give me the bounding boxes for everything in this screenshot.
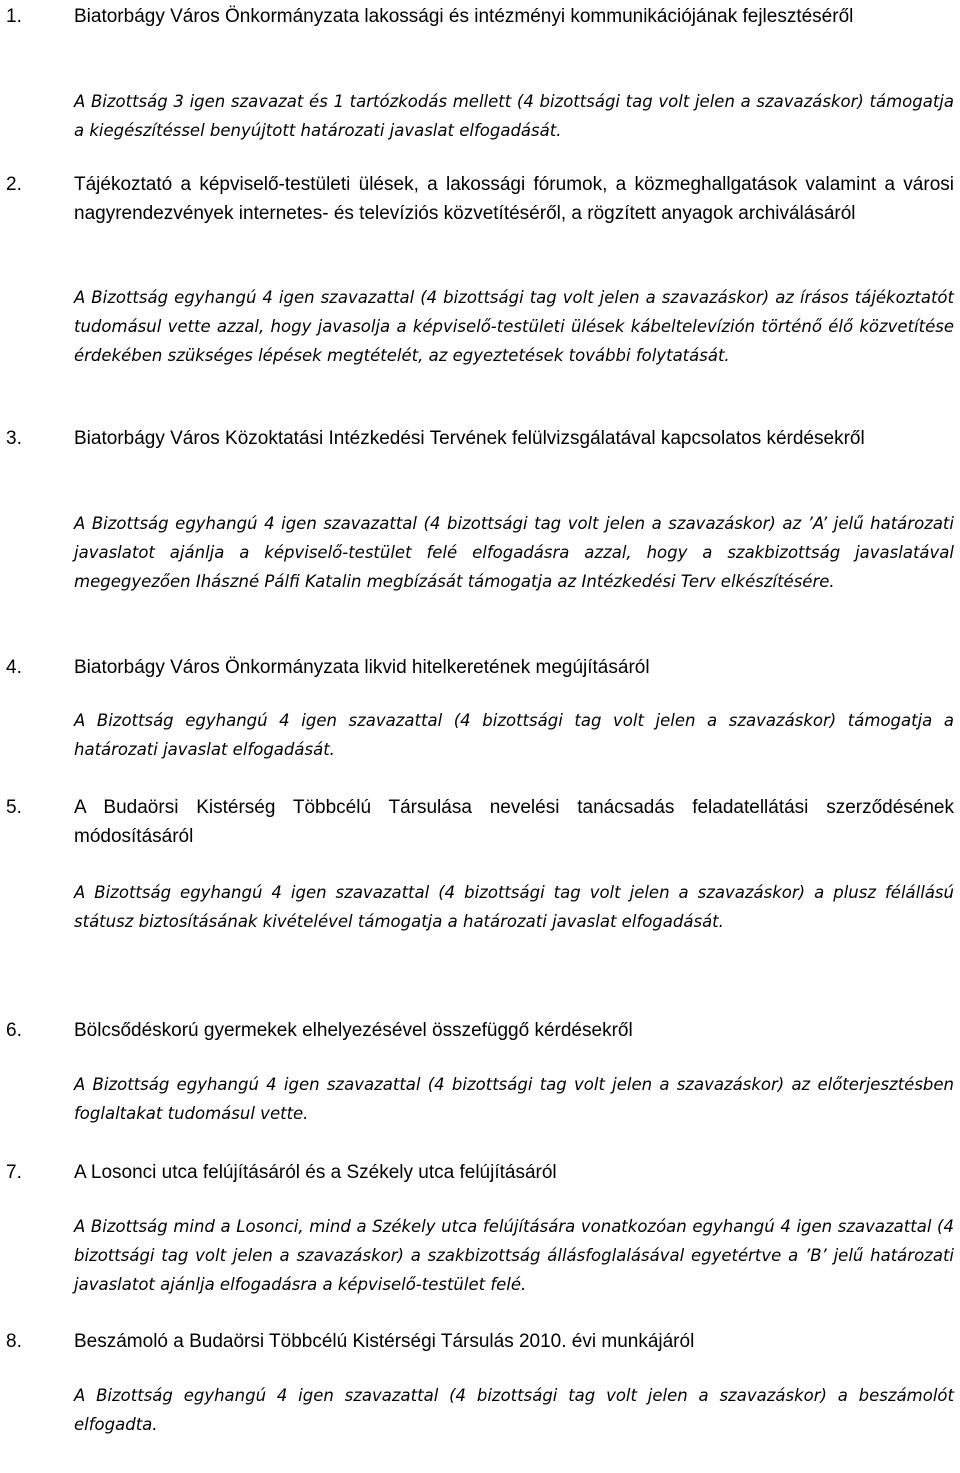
- item-decision: A Bizottság 3 igen szavazat és 1 tartózkodás mellett (4 bizottsági tag volt jelen a szavazáskor) támogatja a kiegészítéssel benyújtott határozati javaslat elfogadását.: [74, 92, 954, 140]
- agenda-item: [0, 653, 960, 759]
- item-title: Biatorbágy Város Önkormányzata lakossági és intézményi kommunikációjának fejlesztéséről: [74, 6, 854, 27]
- item-number: 4.: [6, 657, 22, 678]
- item-title: A Losonci utca felújításáról és a Székely utca felújításáról: [74, 1162, 557, 1183]
- item-decision: A Bizottság egyhangú 4 igen szavazattal (4 bizottsági tag volt jelen a szavazáskor) a beszámolót elfogadta.: [74, 1386, 954, 1434]
- item-number: 2.: [6, 174, 22, 195]
- item-decision: A Bizottság egyhangú 4 igen szavazattal (4 bizottsági tag volt jelen a szavazáskor) támogatja a határozati javaslat elfogadását.: [74, 711, 954, 759]
- item-title: Bölcsődéskorú gyermekek elhelyezésével összefüggő kérdésekről: [74, 1020, 633, 1041]
- agenda-item: [0, 170, 960, 365]
- item-number: 7.: [6, 1162, 22, 1183]
- item-number: 8.: [6, 1331, 22, 1352]
- item-number: 6.: [6, 1020, 22, 1041]
- item-decision: A Bizottság egyhangú 4 igen szavazattal (4 bizottsági tag volt jelen a szavazáskor) az ’A’ jelű határozati javaslatot ajánlja a képviselő-testület felé elfogadásra azzal, hogy a szakbizottság javaslatával megegyezően Ihászné Pálfi Katalin megbízását támogatja az Intézkedési Terv elkészítésére.: [74, 514, 954, 591]
- item-title: Biatorbágy Város Közoktatási Intézkedési Tervének felülvizsgálatával kapcsolatos kérdésekről: [74, 428, 865, 449]
- item-number: 1.: [6, 6, 22, 27]
- item-decision: A Bizottság egyhangú 4 igen szavazattal (4 bizottsági tag volt jelen a szavazáskor) az írásos tájékoztatót tudomásul vette azzal, hogy javasolja a képviselő-testületi ülések kábeltelevízión történő élő közvetítése érdekében szükséges lépések megtételét, az egyeztetések további folytatását.: [74, 288, 954, 365]
- item-title: A Budaörsi Kistérség Többcélú Társulása nevelési tanácsadás feladatellátási szerződésének módosításáról: [74, 797, 954, 847]
- item-number: 5.: [6, 797, 22, 818]
- agenda-item: [0, 1158, 960, 1294]
- item-decision: A Bizottság egyhangú 4 igen szavazattal (4 bizottsági tag volt jelen a szavazáskor) az előterjesztésben foglaltakat tudomásul vette.: [74, 1075, 954, 1123]
- item-decision: A Bizottság egyhangú 4 igen szavazattal (4 bizottsági tag volt jelen a szavazáskor) a plusz félállású státusz biztosításának kivételével támogatja a határozati javaslat elfogadását.: [74, 883, 954, 931]
- item-number: 3.: [6, 428, 22, 449]
- agenda-item: [0, 2, 960, 140]
- agenda-item: [0, 424, 960, 591]
- item-title: Tájékoztató a képviselő-testületi ülések, a lakossági fórumok, a közmeghallgatások valamint a városi nagyrendezvények internetes- és televíziós közvetítéséről, a rögzített anyagok archiválásáról: [74, 174, 954, 224]
- agenda-item: [0, 793, 960, 931]
- agenda-item: [0, 1327, 960, 1434]
- item-title: Beszámoló a Budaörsi Többcélú Kistérségi Társulás 2010. évi munkájáról: [74, 1331, 695, 1352]
- item-title: Biatorbágy Város Önkormányzata likvid hitelkeretének megújításáról: [74, 657, 650, 678]
- agenda-item: [0, 1016, 960, 1123]
- item-decision: A Bizottság mind a Losonci, mind a Székely utca felújítására vonatkozóan egyhangú 4 igen szavazattal (4 bizottsági tag volt jelen a szavazáskor) a szakbizottság állásfoglalásával egyetértve a ’B’ jelű határozati javaslatot ajánlja elfogadásra a képviselő-testület felé.: [74, 1217, 954, 1294]
